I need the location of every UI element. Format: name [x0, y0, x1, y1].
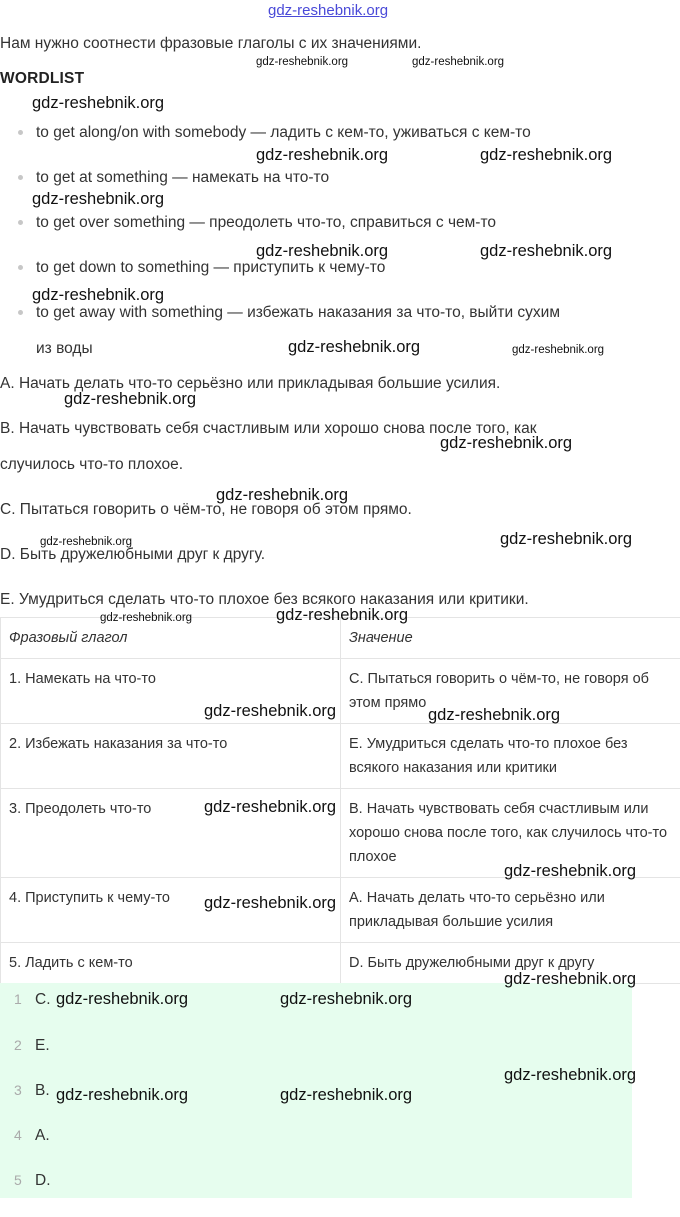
- bullet-dot: [18, 310, 23, 315]
- answer-row: [0, 1127, 632, 1172]
- watermark: gdz-reshebnik.org: [204, 798, 336, 817]
- watermark: gdz-reshebnik.org: [64, 390, 196, 409]
- bullet-dot: [18, 130, 23, 135]
- table-cell-verb: 1. Намекать на что-то: [1, 659, 341, 724]
- watermark: gdz-reshebnik.org: [256, 146, 388, 165]
- table-row: [1, 659, 680, 724]
- definition-e: E. Умудриться сделать что-то плохое без всякого наказания или критики.: [0, 591, 529, 609]
- answer-value: C.: [35, 991, 51, 1009]
- watermark: gdz-reshebnik.org: [428, 706, 560, 725]
- answer-number: 5: [14, 1172, 22, 1188]
- watermark: gdz-reshebnik.org: [288, 338, 420, 357]
- answer-number: 4: [14, 1127, 22, 1143]
- watermark: gdz-reshebnik.org: [216, 486, 348, 505]
- watermark: gdz-reshebnik.org: [256, 242, 388, 261]
- answer-value: A.: [35, 1127, 50, 1145]
- watermark: gdz-reshebnik.org: [512, 344, 604, 356]
- wordlist-item: to get at something — намекать на что-то: [36, 169, 329, 187]
- watermark: gdz-reshebnik.org: [280, 1086, 412, 1105]
- watermark: gdz-reshebnik.org: [480, 146, 612, 165]
- answer-number: 3: [14, 1082, 22, 1098]
- answer-number: 2: [14, 1037, 22, 1053]
- watermark: gdz-reshebnik.org: [204, 894, 336, 913]
- watermark: gdz-reshebnik.org: [32, 94, 164, 113]
- bullet-dot: [18, 220, 23, 225]
- table-header-verb: Фразовый глагол: [1, 618, 341, 659]
- definition-b-continuation: случилось что-то плохое.: [0, 456, 183, 474]
- watermark: gdz-reshebnik.org: [412, 56, 504, 68]
- table-header-meaning: Значение: [341, 618, 680, 659]
- watermark: gdz-reshebnik.org: [440, 434, 572, 453]
- watermark: gdz-reshebnik.org: [480, 242, 612, 261]
- matching-table: [0, 617, 680, 984]
- table-cell-meaning: C. Пытаться говорить о чём-то, не говоря об этом прямо: [341, 659, 680, 724]
- watermark: gdz-reshebnik.org: [56, 1086, 188, 1105]
- definition-d: D. Быть дружелюбными друг к другу.: [0, 546, 265, 564]
- watermark: gdz-reshebnik.org: [100, 612, 192, 624]
- watermark: gdz-reshebnik.org: [56, 990, 188, 1009]
- wordlist-heading: WORDLIST: [0, 70, 84, 88]
- definition-a: A. Начать делать что-то серьёзно или прикладывая большие усилия.: [0, 375, 500, 393]
- watermark: gdz-reshebnik.org: [256, 56, 348, 68]
- wordlist-item-continuation: из воды: [36, 340, 93, 358]
- table-cell-verb: 5. Ладить с кем-то: [1, 943, 341, 984]
- table-cell-verb: 4. Приступить к чему-то: [1, 878, 341, 943]
- wordlist-item: to get along/on with somebody — ладить с кем-то, уживаться с кем-то: [36, 124, 531, 142]
- table-cell-meaning: B. Начать чувствовать себя счастливым или хорошо снова после того, как случилось что-то плохое: [341, 789, 680, 878]
- table-cell-meaning: D. Быть дружелюбными друг к другу: [341, 943, 680, 984]
- table-row: [1, 724, 680, 789]
- watermark: gdz-reshebnik.org: [504, 1066, 636, 1085]
- site-link[interactable]: gdz-reshebnik.org: [268, 2, 388, 19]
- watermark: gdz-reshebnik.org: [276, 606, 408, 625]
- table-cell-verb: 2. Избежать наказания за что-то: [1, 724, 341, 789]
- watermark: gdz-reshebnik.org: [32, 190, 164, 209]
- answer-value: B.: [35, 1082, 50, 1100]
- definition-c: C. Пытаться говорить о чём-то, не говоря об этом прямо.: [0, 501, 412, 519]
- wordlist-item: to get over something — преодолеть что-то, справиться с чем-то: [36, 214, 496, 232]
- watermark: gdz-reshebnik.org: [40, 536, 132, 548]
- answer-row: [0, 1172, 632, 1217]
- intro-text: Нам нужно соотнести фразовые глаголы с их значениями.: [0, 35, 421, 53]
- bullet-dot: [18, 265, 23, 270]
- answer-number: 1: [14, 991, 22, 1007]
- watermark: gdz-reshebnik.org: [32, 286, 164, 305]
- watermark: gdz-reshebnik.org: [504, 862, 636, 881]
- table-row: [1, 878, 680, 943]
- watermark: gdz-reshebnik.org: [280, 990, 412, 1009]
- table-cell-meaning: E. Умудриться сделать что-то плохое без всякого наказания или критики: [341, 724, 680, 789]
- answer-value: D.: [35, 1172, 51, 1190]
- watermark: gdz-reshebnik.org: [500, 530, 632, 549]
- table-cell-verb: 3. Преодолеть что-то: [1, 789, 341, 878]
- table-cell-meaning: A. Начать делать что-то серьёзно или прикладывая большие усилия: [341, 878, 680, 943]
- watermark: gdz-reshebnik.org: [504, 970, 636, 989]
- definition-b: B. Начать чувствовать себя счастливым или хорошо снова после того, как: [0, 420, 536, 438]
- wordlist-item: to get away with something — избежать наказания за что-то, выйти сухим: [36, 304, 560, 322]
- bullet-dot: [18, 175, 23, 180]
- wordlist-item: to get down to something — приступить к чему-то: [36, 259, 385, 277]
- answer-value: E.: [35, 1037, 50, 1055]
- watermark: gdz-reshebnik.org: [204, 702, 336, 721]
